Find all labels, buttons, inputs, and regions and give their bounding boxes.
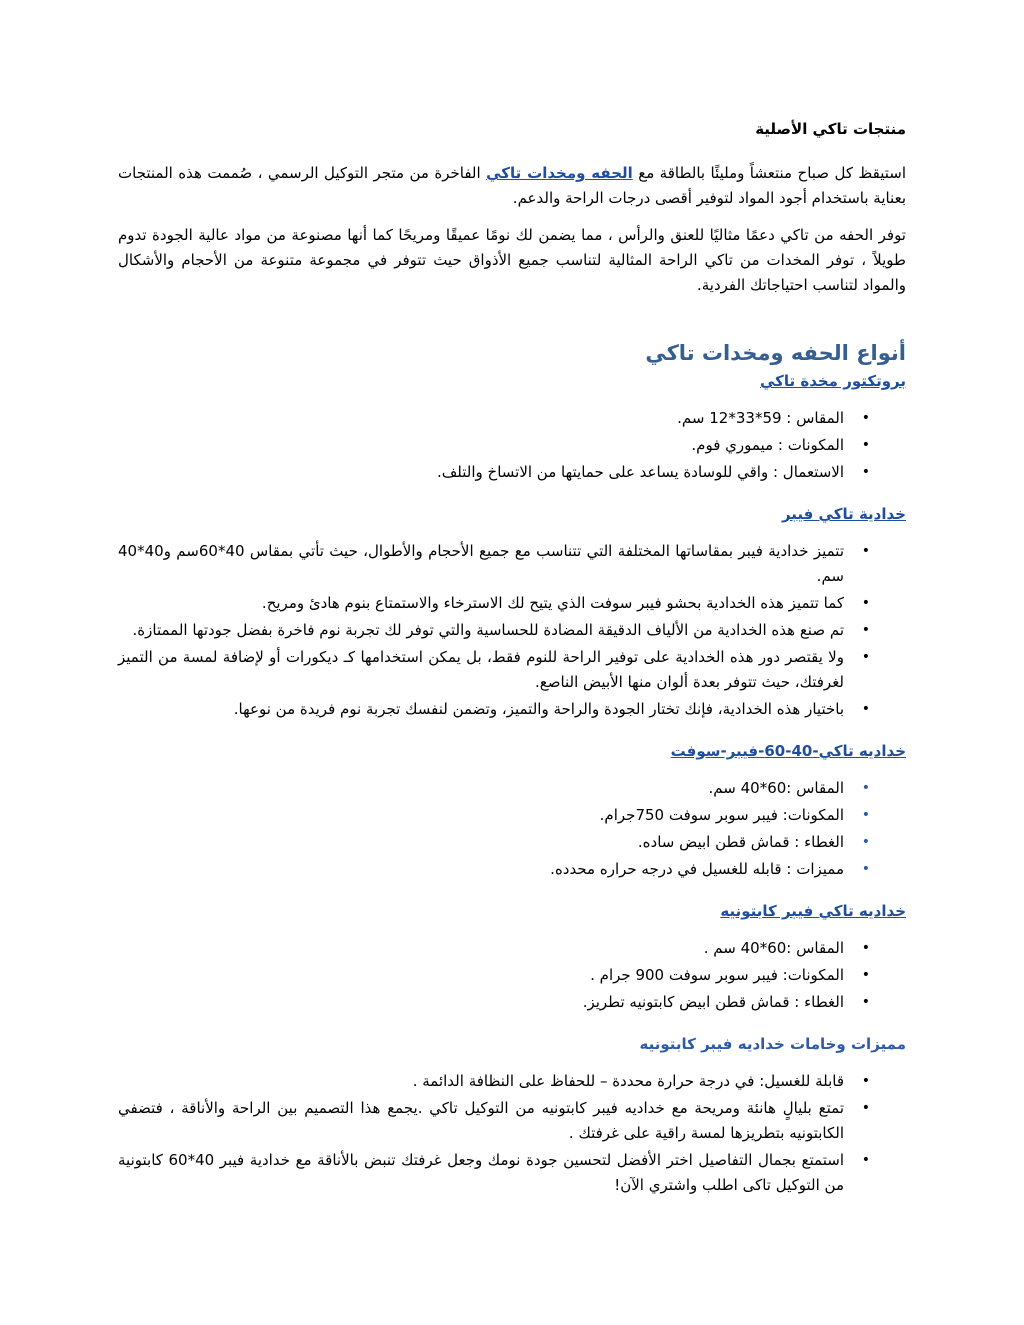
list-item: • تم صنع هذه الخدادية من الألياف الدقيقة المضادة للحساسية والتي توفر لك تجربة نوم فاخرة بفضل جودتها الممتازة. — [118, 618, 844, 643]
intro-text-before: استيقظ كل صباح منتعشاً ومليئًا بالطاقة مع — [632, 164, 906, 182]
list-item: • المكونات: فيبر سوبر سوفت 750جرام. — [118, 803, 844, 828]
pillows-link[interactable]: الحفه ومخدات تاكي — [486, 164, 633, 182]
fiber-pillow-list — [118, 539, 906, 722]
list-item: • المقاس :60*40 سم . — [118, 936, 844, 961]
intro-paragraph — [118, 161, 906, 211]
subheading-capitonne-features: مميزات وخامات خداديه فيبر كابتونيه — [639, 1035, 906, 1053]
document-page — [118, 118, 906, 1216]
intro-text-after: الفاخرة من متجر التوكيل الرسمي ، صُممت هذه المنتجات بعناية باستخدام أجود المواد لتوفير أقصى درجات الراحة والدعم. — [118, 164, 906, 207]
list-item: • المكونات: فيبر سوبر سوفت 900 جرام . — [118, 963, 844, 988]
list-item: • الغطاء : قماش قطن ابيض ساده. — [118, 830, 844, 855]
list-item: • الغطاء : قماش قطن ابيض كابتونيه تطريز. — [118, 990, 844, 1015]
list-item: • كما تتميز هذه الخدادية بحشو فيبر سوفت الذي يتيح لك الاسترخاء والاستمتاع بنوم هادئ ومريح. — [118, 591, 844, 616]
description-paragraph: توفر الحفه من تاكي دعمًا مثاليًا للعنق والرأس ، مما يضمن لك نومًا عميقًا ومريحًا كما أنها مصنوعة من مواد عالية الجودة تدوم طويلاً ، توفر المخدات من تاكي الراحة المثالية لتناسب جميع الأذواق حيث تتوفر في مجموعة متنوعة من الأحجام والأشكال والمواد لتناسب احتياجاتك الفردية. — [118, 226, 906, 294]
list-item: • مميزات : قابله للغسيل في درجه حراره محدده. — [118, 857, 844, 882]
list-item: • تتميز خدادية فيبر بمقاساتها المختلفة التي تتناسب مع جميع الأحجام والأطوال، حيث تأتي بمقاس 40*60سم و40*40 سم. — [118, 539, 844, 589]
section-title: أنواع الحفه ومخدات تاكي — [645, 341, 906, 365]
protector-specs-list — [118, 406, 906, 485]
soft-fiber-specs-list — [118, 776, 906, 882]
list-item: • الاستعمال : واقي للوسادة يساعد على حمايتها من الاتساخ والتلف. — [118, 460, 844, 485]
capitonne-features-list — [118, 1069, 906, 1198]
list-item: • المكونات : ميموري فوم. — [118, 433, 844, 458]
list-item: • تمتع بليالٍ هانئة ومريحة مع خداديه فيبر كابتونيه من التوكيل تاكي .يجمع هذا التصميم بين الراحة والأناقة ، فتضفي الكابتونيه بتطريزها لمسة راقية على غرفتك . — [118, 1096, 844, 1146]
subheading-fiber-pillow-link[interactable]: خدادية تاكي فيبر — [781, 505, 906, 523]
list-item: • قابلة للغسيل: في درجة حرارة محددة – للحفاظ على النظافة الدائمة . — [118, 1069, 844, 1094]
list-item: • باختيار هذه الخدادية، فإنك تختار الجودة والراحة والتميز، وتضمن لنفسك تجربة نوم فريدة من نوعها. — [118, 697, 844, 722]
document-title: منتجات تاكي الأصلية — [755, 120, 906, 138]
subheading-soft-fiber-link[interactable]: خداديه تاكي-40-60-فيبر-سوفت — [670, 742, 906, 760]
list-item: • استمتع بجمال التفاصيل اختر الأفضل لتحسين جودة نومك وجعل غرفتك تنبض بالأناقة مع خدادية فيبر 40*60 كابتونية من التوكيل تاكى اطلب واشتري الآن! — [118, 1148, 844, 1198]
list-item: • المقاس : 59*33*12 سم. — [118, 406, 844, 431]
list-item: • ولا يقتصر دور هذه الخدادية على توفير الراحة للنوم فقط، بل يمكن استخدامها كـ ديكورات أو لإضافة لمسة من التميز لغرفتك، حيث تتوفر بعدة ألوان منها الأبيض الناصع. — [118, 645, 844, 695]
capitonne-specs-list — [118, 936, 906, 1015]
subheading-protector-link[interactable]: بروتكتور مخدة تاكي — [759, 372, 906, 390]
subheading-capitonne-link[interactable]: خداديه تاكي فيبر كابتونيه — [720, 902, 906, 920]
list-item: • المقاس :60*40 سم. — [118, 776, 844, 801]
